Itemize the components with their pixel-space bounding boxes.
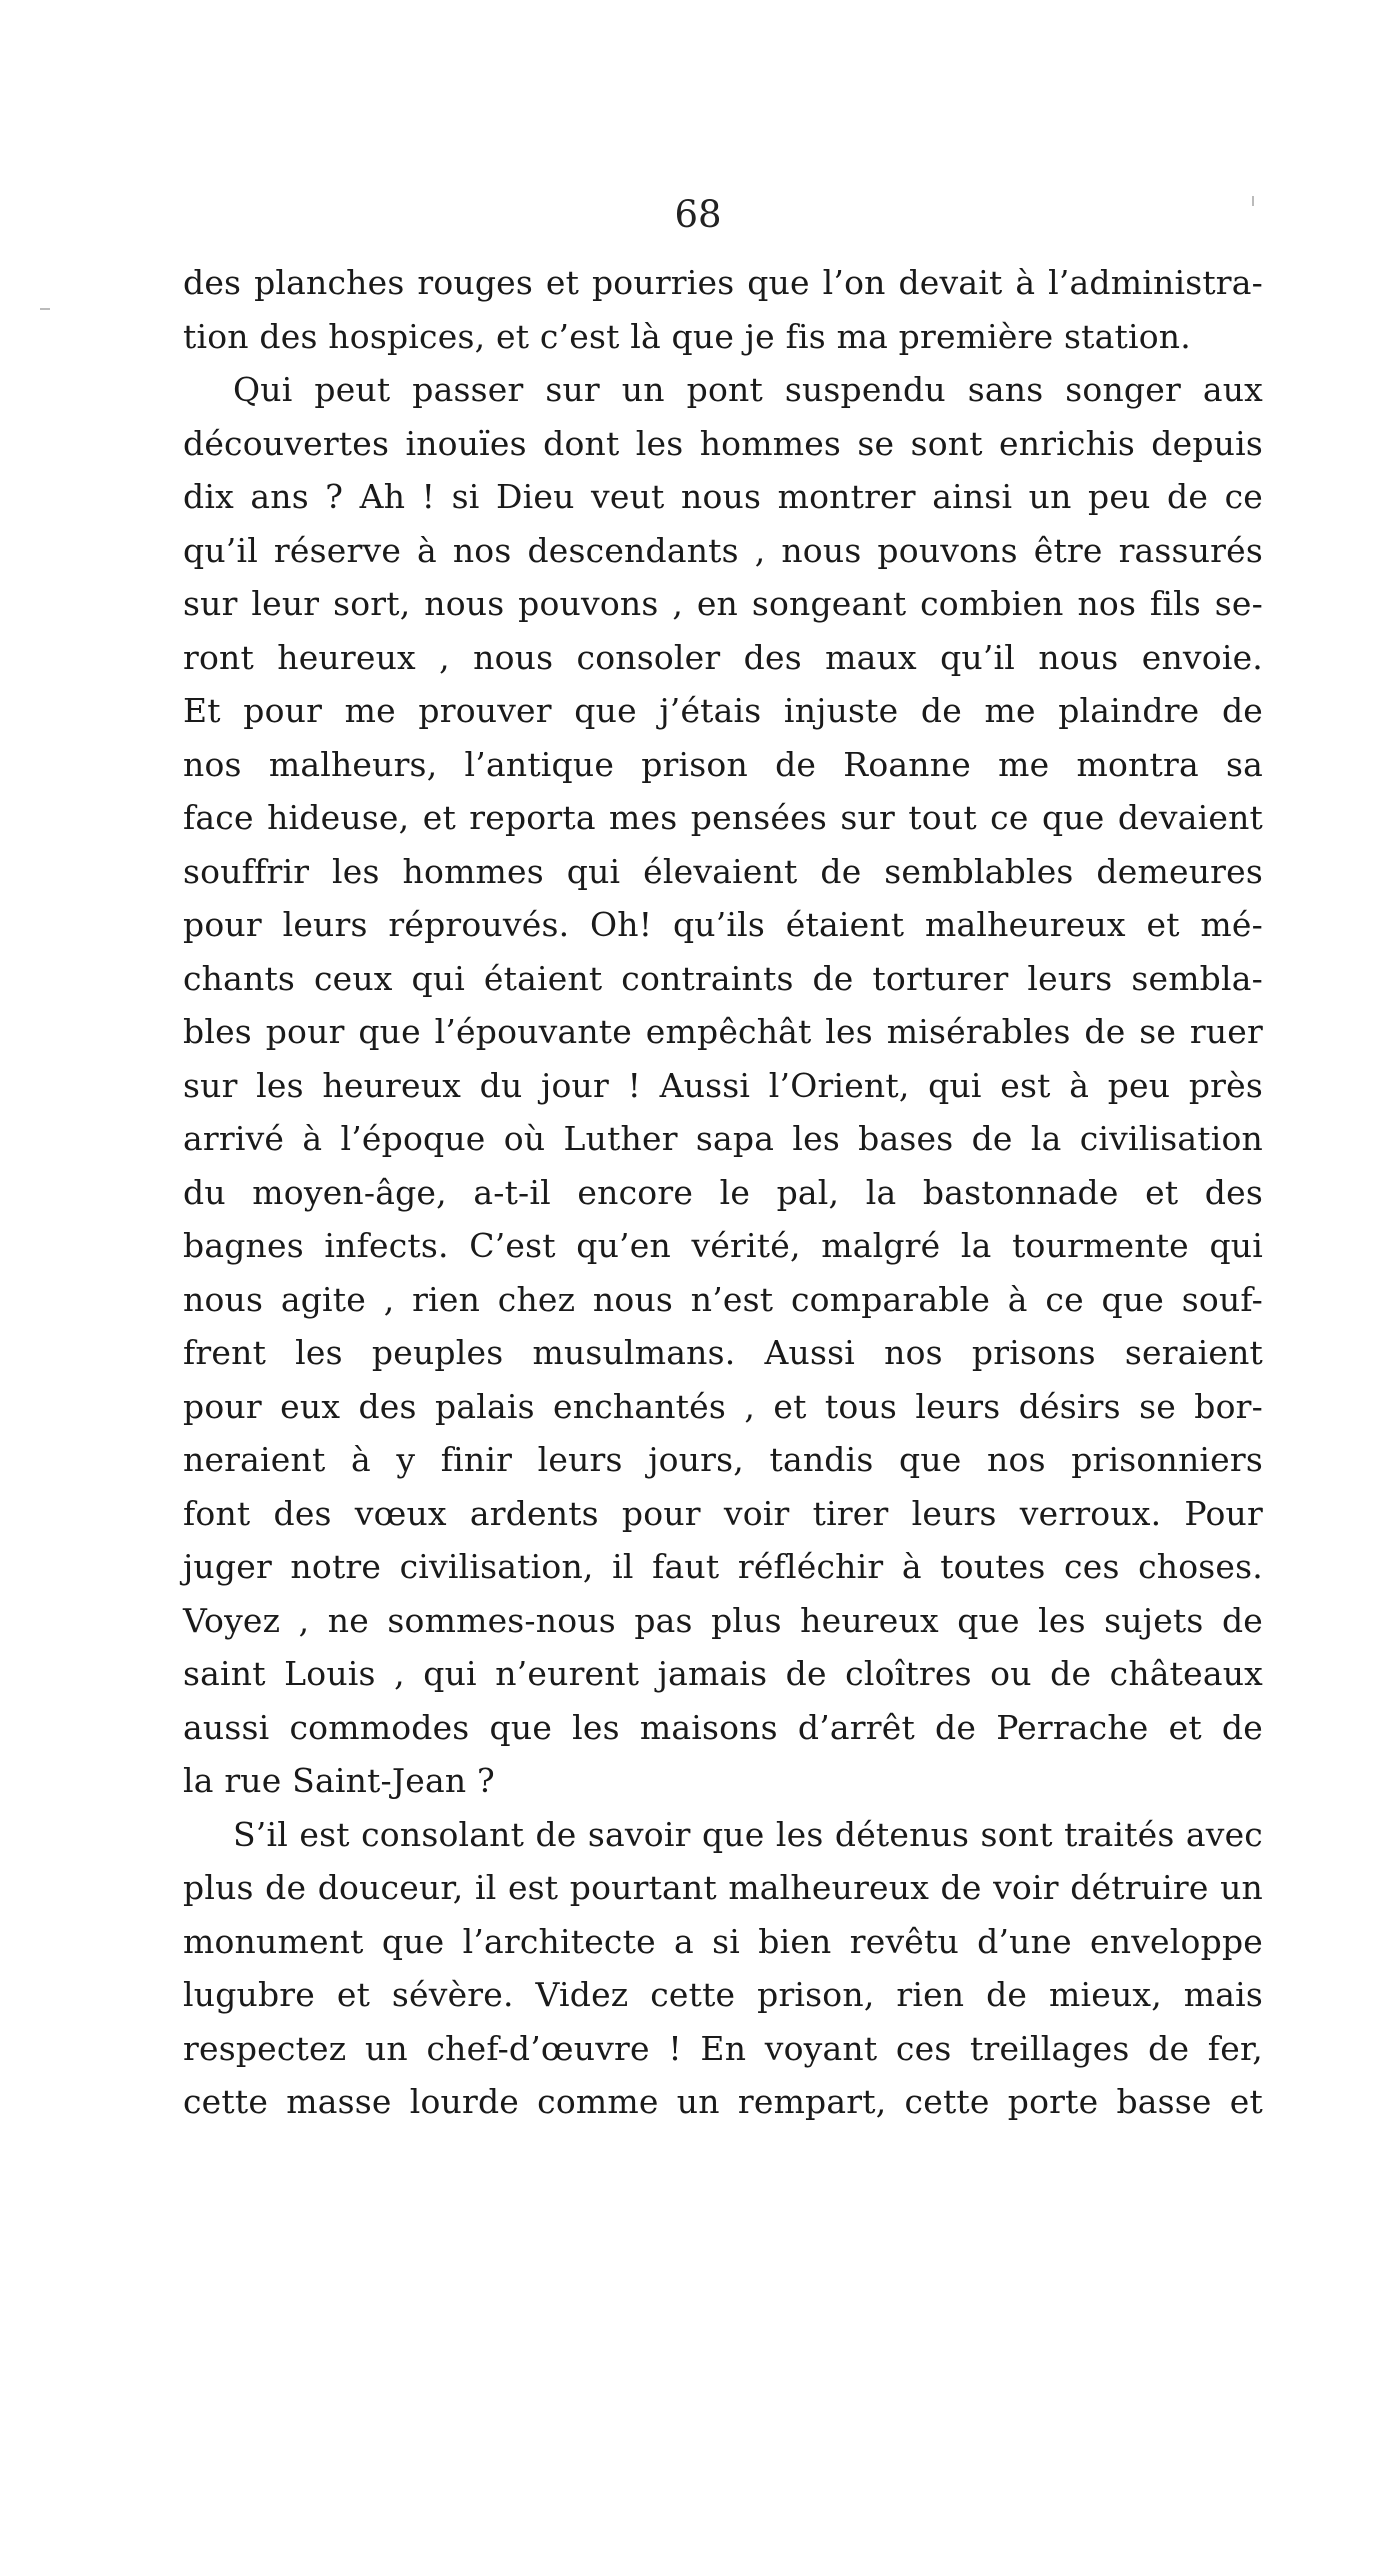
text-line: saint Louis , qui n’eurent jamais de cloîtres ou de châteaux <box>183 1654 1263 1693</box>
text-line: dix ans ? Ah ! si Dieu veut nous montrer ainsi un peu de ce <box>183 477 1263 516</box>
text-line: frent les peuples musulmans. Aussi nos prisons seraient <box>183 1333 1263 1372</box>
text-line: pour leurs réprouvés. Oh! qu’ils étaient malheureux et mé- <box>183 905 1263 944</box>
text-line: font des vœux ardents pour voir tirer leurs verroux. Pour <box>183 1493 1263 1533</box>
margin-mark <box>40 308 50 310</box>
text-line: juger notre civilisation, il faut réfléchir à toutes ces choses. <box>183 1547 1263 1586</box>
text-line: arrivé à l’époque où Luther sapa les bases de la civilisation <box>183 1119 1263 1158</box>
text-line: qu’il réserve à nos descendants , nous pouvons être rassurés <box>183 530 1263 570</box>
text-line: S’il est consolant de savoir que les détenus sont traités avec <box>233 1814 1263 1854</box>
text-line: Et pour me prouver que j’étais injuste de me plaindre de <box>183 691 1263 730</box>
text-line: la rue Saint-Jean ? <box>183 1761 495 1800</box>
text-line: cette masse lourde comme un rempart, cette porte basse et <box>183 2082 1263 2121</box>
text-line: aussi commodes que les maisons d’arrêt de Perrache et de <box>183 1707 1263 1747</box>
text-line: Voyez , ne sommes-nous pas plus heureux que les sujets de <box>183 1600 1263 1640</box>
page-number: 68 <box>674 193 722 236</box>
text-line: bagnes infects. C’est qu’en vérité, malgré la tourmente qui <box>183 1226 1263 1265</box>
text-line: sur leur sort, nous pouvons , en songeant combien nos fils se- <box>183 584 1263 623</box>
text-line: face hideuse, et reporta mes pensées sur tout ce que devaient <box>183 798 1263 837</box>
text-line: Qui peut passer sur un pont suspendu sans songer aux <box>233 370 1263 409</box>
body-text <box>183 256 1263 2129</box>
text-line: respectez un chef-d’œuvre ! En voyant ces treillages de fer, <box>183 2028 1263 2068</box>
text-line: des planches rouges et pourries que l’on devait à l’administra- <box>183 263 1263 302</box>
text-line: bles pour que l’épouvante empêchât les misérables de se ruer <box>183 1012 1263 1051</box>
text-line: sur les heureux du jour ! Aussi l’Orient, qui est à peu près <box>183 1065 1263 1105</box>
text-line: du moyen-âge, a-t-il encore le pal, la bastonnade et des <box>183 1172 1263 1212</box>
paragraph <box>183 256 1263 363</box>
text-line: nos malheurs, l’antique prison de Roanne me montra sa <box>183 744 1263 784</box>
text-line: monument que l’architecte a si bien revêtu d’une enveloppe <box>183 1921 1263 1961</box>
text-line: ront heureux , nous consoler des maux qu’il nous envoie. <box>183 637 1263 677</box>
text-line: découvertes inouïes dont les hommes se sont enrichis depuis <box>183 423 1263 463</box>
text-line: souffrir les hommes qui élevaient de semblables demeures <box>183 851 1263 891</box>
text-line: nous agite , rien chez nous n’est comparable à ce que souf- <box>183 1279 1263 1319</box>
text-line: pour eux des palais enchantés , et tous leurs désirs se bor- <box>183 1386 1263 1426</box>
text-line: plus de douceur, il est pourtant malheureux de voir détruire un <box>183 1868 1263 1907</box>
paragraph <box>183 363 1263 1808</box>
text-line: lugubre et sévère. Videz cette prison, rien de mieux, mais <box>183 1975 1263 2014</box>
text-line: chants ceux qui étaient contraints de torturer leurs sembla- <box>183 958 1263 998</box>
text-line: tion des hospices, et c’est là que je fis ma première station. <box>183 316 1191 356</box>
text-line: neraient à y finir leurs jours, tandis que nos prisonniers <box>183 1440 1263 1479</box>
paragraph <box>183 1808 1263 2129</box>
